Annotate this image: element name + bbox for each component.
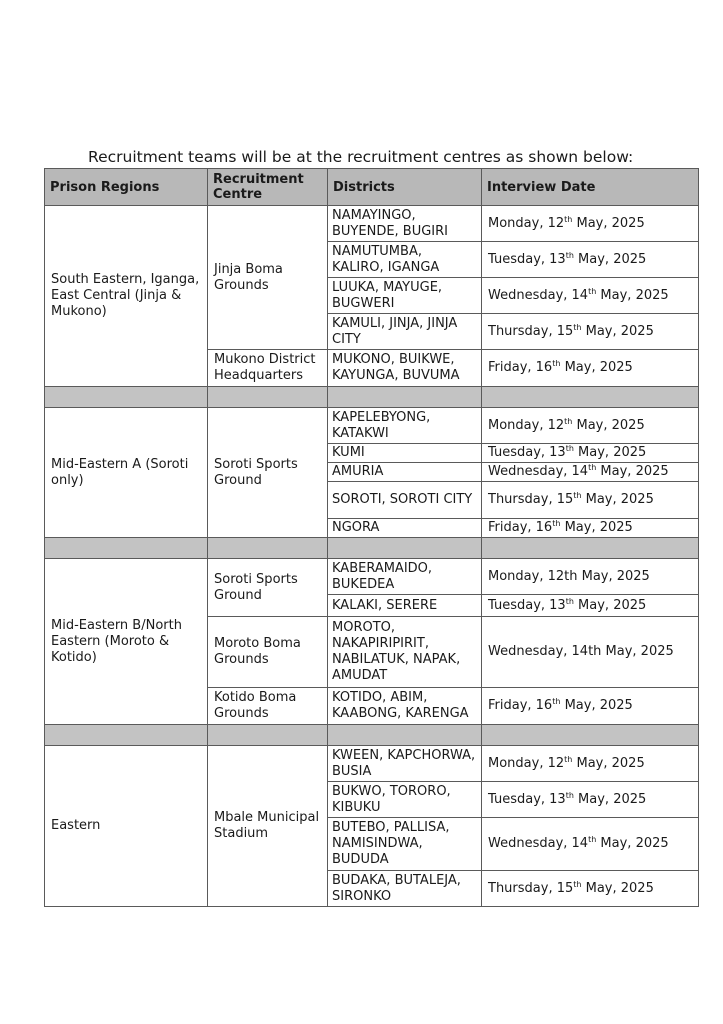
date-ordinal-suffix: th <box>573 879 582 889</box>
separator-cell <box>482 538 699 559</box>
separator-cell <box>45 538 208 559</box>
date-ordinal-suffix: th <box>552 519 561 528</box>
date-ordinal-suffix: th <box>565 596 574 606</box>
date-rest: May, 2025 <box>596 836 669 851</box>
date-rest: May, 2025 <box>572 755 645 771</box>
separator-cell <box>482 387 699 408</box>
date-rest: May, 2025 <box>596 464 669 479</box>
centre-cell: Mbale Municipal Stadium <box>208 746 328 907</box>
region-cell: South Eastern, Iganga, East Central (Jinja & Mukono) <box>45 206 208 387</box>
centre-cell: Jinja Boma Grounds <box>208 206 328 350</box>
separator-cell <box>328 387 482 408</box>
districts-cell: BUKWO, TORORO, KIBUKU <box>328 782 482 818</box>
date-rest: May, 2025 <box>572 215 645 231</box>
header-interview-date: Interview Date <box>482 169 699 206</box>
date-day: Monday, 12 <box>488 417 565 433</box>
date-day: Friday, 16 <box>488 520 553 535</box>
date-cell <box>482 519 699 538</box>
centre-cell: Kotido Boma Grounds <box>208 688 328 725</box>
districts-cell: KUMI <box>328 444 482 463</box>
districts-cell: KABERAMAIDO, BUKEDEA <box>328 559 482 595</box>
date-cell <box>482 463 699 482</box>
districts-cell: KWEEN, KAPCHORWA, BUSIA <box>328 746 482 782</box>
date-ordinal-suffix: th <box>588 286 597 296</box>
districts-cell: KALAKI, SERERE <box>328 595 482 617</box>
districts-cell: NAMUTUMBA, KALIRO, IGANGA <box>328 242 482 278</box>
date-day: Monday, 12th May, 2025 <box>488 568 650 584</box>
date-ordinal-suffix: th <box>564 416 573 426</box>
date-ordinal-suffix: th <box>588 835 597 844</box>
separator-cell <box>45 725 208 746</box>
date-ordinal-suffix: th <box>565 790 574 800</box>
date-ordinal-suffix: th <box>564 214 573 224</box>
table-row <box>45 746 699 782</box>
separator-cell <box>208 387 328 408</box>
date-cell <box>482 482 699 519</box>
intro-text: Recruitment teams will be at the recruitment centres as shown below: <box>88 148 634 166</box>
date-rest: May, 2025 <box>560 360 633 375</box>
separator-cell <box>482 725 699 746</box>
districts-cell: KAPELEBYONG, KATAKWI <box>328 408 482 444</box>
separator-cell <box>208 538 328 559</box>
date-day: Wednesday, 14 <box>488 464 589 479</box>
recruitment-schedule-table <box>44 168 699 907</box>
date-day: Wednesday, 14 <box>488 287 589 303</box>
districts-cell: KOTIDO, ABIM, KAABONG, KARENGA <box>328 688 482 725</box>
separator-row <box>45 387 699 408</box>
date-day: Thursday, 15 <box>488 323 574 339</box>
date-rest: May, 2025 <box>581 323 654 339</box>
date-cell <box>482 314 699 350</box>
districts-cell: KAMULI, JINJA, JINJA CITY <box>328 314 482 350</box>
date-day: Thursday, 15 <box>488 880 574 896</box>
date-cell <box>482 242 699 278</box>
region-cell: Eastern <box>45 746 208 907</box>
date-day: Monday, 12 <box>488 755 565 771</box>
region-cell: Mid-Eastern B/North Eastern (Moroto & Kotido) <box>45 559 208 725</box>
date-day: Wednesday, 14th May, 2025 <box>488 644 674 659</box>
districts-cell: BUTEBO, PALLISA, NAMISINDWA, BUDUDA <box>328 818 482 871</box>
table-row <box>45 559 699 595</box>
districts-cell: NAMAYINGO, BUYENDE, BUGIRI <box>328 206 482 242</box>
date-rest: May, 2025 <box>573 597 647 613</box>
date-day: Monday, 12 <box>488 215 565 231</box>
districts-cell: AMURIA <box>328 463 482 482</box>
centre-cell: Mukono District Headquarters <box>208 350 328 387</box>
separator-row <box>45 538 699 559</box>
date-day: Tuesday, 13 <box>488 251 566 267</box>
date-cell <box>482 444 699 463</box>
date-cell <box>482 688 699 725</box>
header-row <box>45 169 699 206</box>
header-prison-regions: Prison Regions <box>45 169 208 206</box>
date-day: Tuesday, 13 <box>488 445 566 460</box>
centre-cell: Moroto Boma Grounds <box>208 617 328 688</box>
date-ordinal-suffix: th <box>565 444 574 453</box>
date-ordinal-suffix: th <box>564 754 573 764</box>
table-row <box>45 408 699 444</box>
date-ordinal-suffix: th <box>588 463 597 472</box>
date-ordinal-suffix: th <box>565 250 574 260</box>
header-districts: Districts <box>328 169 482 206</box>
separator-cell <box>208 725 328 746</box>
date-cell <box>482 206 699 242</box>
date-rest: May, 2025 <box>573 791 647 807</box>
date-ordinal-suffix: th <box>552 359 561 368</box>
date-cell <box>482 408 699 444</box>
date-cell <box>482 818 699 871</box>
date-rest: May, 2025 <box>572 417 645 433</box>
date-cell <box>482 278 699 314</box>
districts-cell: NGORA <box>328 519 482 538</box>
districts-cell: MUKONO, BUIKWE, KAYUNGA, BUVUMA <box>328 350 482 387</box>
date-rest: May, 2025 <box>581 492 654 507</box>
date-day: Tuesday, 13 <box>488 597 566 613</box>
separator-row <box>45 725 699 746</box>
date-cell <box>482 782 699 818</box>
date-day: Thursday, 15 <box>488 492 574 507</box>
date-cell <box>482 617 699 688</box>
date-cell <box>482 871 699 907</box>
region-cell: Mid-Eastern A (Soroti only) <box>45 408 208 538</box>
table-body <box>45 206 699 907</box>
date-day: Friday, 16 <box>488 360 553 375</box>
date-day: Tuesday, 13 <box>488 791 566 807</box>
districts-cell: MOROTO, NAKAPIRIPIRIT, NABILATUK, NAPAK, AMUDAT <box>328 617 482 688</box>
date-ordinal-suffix: th <box>552 697 561 706</box>
table-row <box>45 206 699 242</box>
header-recruitment-centre: Recruitment Centre <box>208 169 328 206</box>
date-day: Friday, 16 <box>488 698 553 713</box>
date-rest: May, 2025 <box>573 445 647 460</box>
separator-cell <box>328 538 482 559</box>
date-rest: May, 2025 <box>573 251 647 267</box>
date-cell <box>482 350 699 387</box>
districts-cell: SOROTI, SOROTI CITY <box>328 482 482 519</box>
date-cell <box>482 559 699 595</box>
date-cell <box>482 746 699 782</box>
separator-cell <box>45 387 208 408</box>
districts-cell: BUDAKA, BUTALEJA, SIRONKO <box>328 871 482 907</box>
date-day: Wednesday, 14 <box>488 836 589 851</box>
date-rest: May, 2025 <box>560 520 633 535</box>
date-ordinal-suffix: th <box>573 491 582 500</box>
date-cell <box>482 595 699 617</box>
centre-cell: Soroti Sports Ground <box>208 408 328 538</box>
date-ordinal-suffix: th <box>573 322 582 332</box>
districts-cell: LUUKA, MAYUGE, BUGWERI <box>328 278 482 314</box>
date-rest: May, 2025 <box>560 698 633 713</box>
date-rest: May, 2025 <box>596 287 669 303</box>
centre-cell: Soroti Sports Ground <box>208 559 328 617</box>
date-rest: May, 2025 <box>581 880 654 896</box>
separator-cell <box>328 725 482 746</box>
